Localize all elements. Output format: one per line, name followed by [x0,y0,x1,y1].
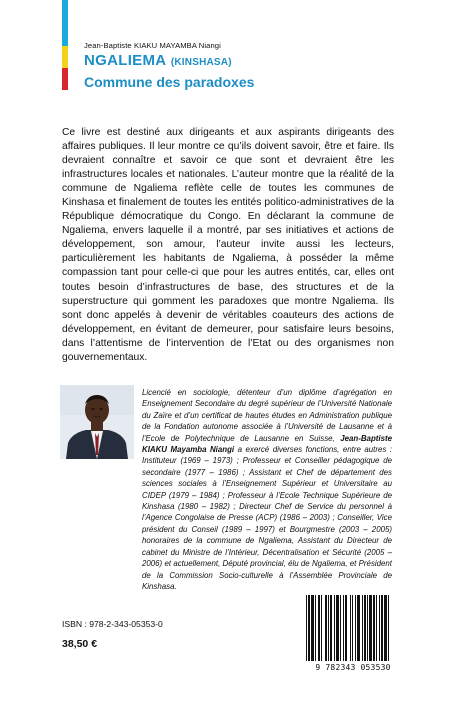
flag-stripe-cyan [62,0,68,46]
back-cover-blurb: Ce livre est destiné aux dirigeants et aux aspirants dirigeants des affaires publiques. Il leur montre ce qu’ils doivent savoir, être et faire. Ils devraient connaître et savoir ce que sont et devraient être les infrastructures locales et nationales. L’auteur montre que la réalité de la commune de Ngaliema reflète celle de toutes les communes de Kinshasa et finalement de toutes les entités politico-administratives de la République démocratique du Congo. En déclarant la commune de Ngaliema, envers laquelle il a montré, par ses initiatives et actions de développement, son amour, l’auteur invite aussi les lecteurs, particulièrement les habitants de Ngaliema, à posséder la même compassion tant pour celle-ci que pour les autres entités, car, elles ont toutes besoin d’infrastructures de base, des structures et de la superstructure qui gomment les paradoxes que montre Ngaliema. Ils sont donc appelés à devenir de véritables coauteurs des actions de développement, en évitant de demeurer, pour satisfaire leurs besoins, dans l’attentisme de l’intervention de l’Etat ou des organismes non gouvernementaux. [62,127,394,363]
price: 38,50 € [62,638,98,650]
barcode-digits: 9 782343 053530 [315,663,391,672]
author-portrait [60,385,134,459]
flag-stripe-red [62,68,68,90]
barcode-icon [300,591,406,671]
book-title [84,52,232,70]
author-biography [142,387,392,592]
author-name: Jean-Baptiste KIAKU MAYAMBA Niangi [84,41,221,50]
isbn: ISBN : 978-2-343-05353-0 [62,619,163,629]
bio-author-name: Jean-Baptiste KIAKU Mayamba Niangi [142,433,392,455]
book-subtitle: Commune des paradoxes [84,74,255,90]
bio-text-end: a exercé diverses fonctions, entre autres : Instituteur (1969 – 1973) ; Professeur et Conseiller pédagogique de secondaire (1977 – 1986) ; Assistant et Chef de département des sciences sociales à l’Enseignement Supérieur et Universitaire au CIDEP (1979 – 1984) ; Professeur à l’Ecole Technique Supérieure de Kinshasa (1980 – 1982) ; Directeur Chef de Service du personnel à l’Agence Congolaise de Presse (ACP) (1986 – 2003) ; Conseiller, Vice président du Conseil (1989 – 1997) et Bourgmestre (2003 – 2005) honoraires de la commune de Ngaliema, Assistant du Directeur de cabinet du Ministre de l’Intérieur, Décentralisation et Sécurité (2005 – 2006) et actuellement, Député provincial, élu de Ngaliema, et Président de la Commission Socio-culturelle à l’Assemblée Provinciale de Kinshasa. [142,445,392,591]
book-title-main: NGALIEMA [84,52,167,69]
book-title-location: (KINSHASA) [170,57,232,68]
flag-stripe-yellow [62,46,68,68]
author-portrait-image [60,385,134,459]
bio-text-start: Licencié en sociologie, détenteur d’un diplôme d’agrégation en Enseignement Secondaire du degré supérieur de l’Université Nationale du Zaïre et d’un certificat de hautes études en Administration publique de la Fondation autonome associée à l’Université de Lausanne et à l’Ecole de Polytechnique de Lausanne en Suisse, [142,388,392,443]
